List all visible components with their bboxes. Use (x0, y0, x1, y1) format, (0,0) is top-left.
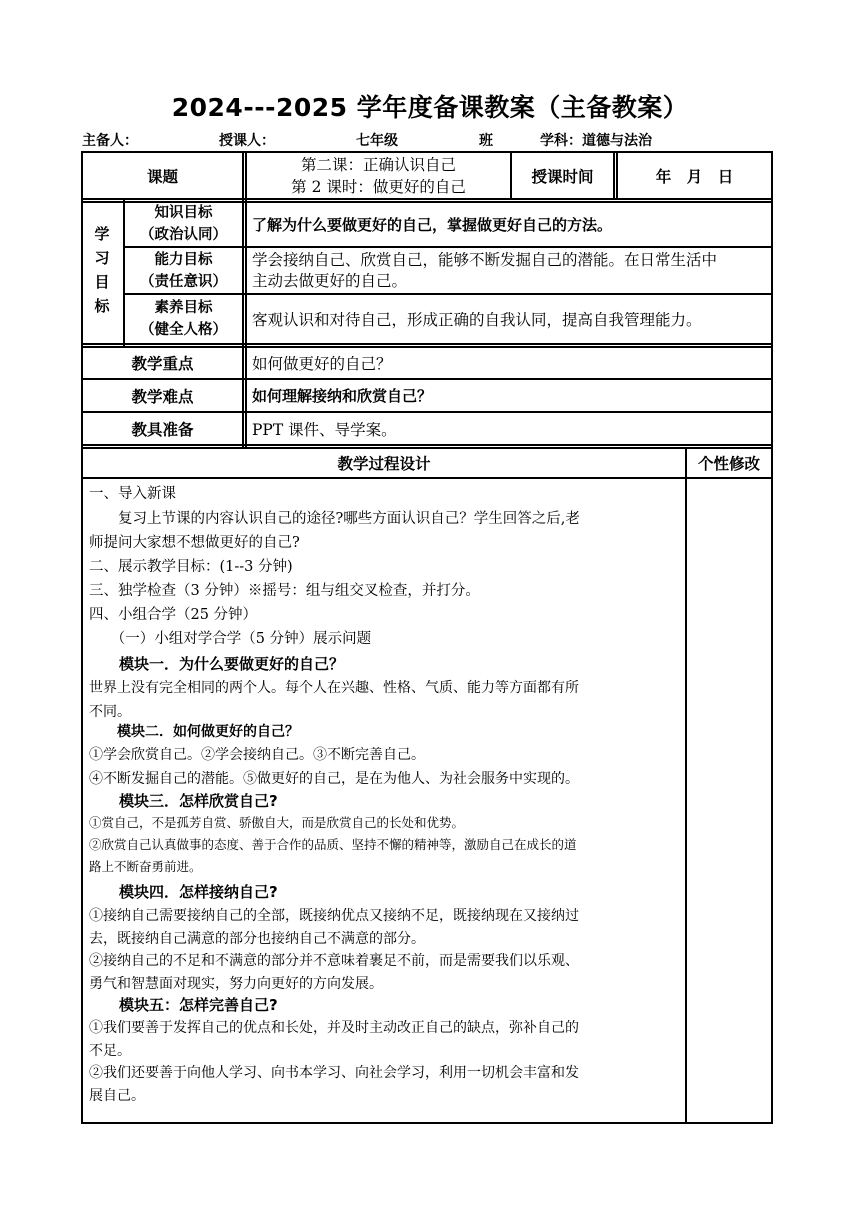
module-1-heading: 模块一．为什么要做更好的自己？ (89, 655, 345, 673)
time-label: 授课时间 (531, 167, 594, 186)
process-line: ①接纳自己需要接纳自己的全部，既接纳优点又接纳不足，既接纳现在又接纳过 (89, 908, 579, 924)
objective-label-line-2: （责任意识） (140, 273, 227, 290)
row-divider (81, 198, 773, 200)
difficulty-label: 教学难点 (131, 387, 194, 406)
process-line: 一、导入新课 (89, 486, 176, 502)
process-line: 路上不断奋勇前进。 (89, 859, 202, 874)
process-line: ②我们还要善于向他人学习、向书本学习、向社会学习，利用一切机会丰富和发 (89, 1065, 579, 1081)
process-line: ①学会欣赏自己。②学会接纳自己。③不断完善自己。 (89, 747, 425, 763)
objective-literacy-label (125, 295, 242, 343)
process-line: 不足。 (89, 1043, 131, 1059)
module-5-heading: 模块五：怎样完善自己? (89, 996, 278, 1014)
row-divider (81, 444, 773, 446)
objective-label-line-1: 能力目标 (154, 251, 213, 268)
objective-label-line-2: （政治认同） (140, 227, 227, 243)
process-line: ②接纳自己的不足和不满意的部分并不意味着裹足不前，而是需要我们以乐观、 (89, 953, 579, 969)
process-line: （一）小组对学合学（5 分钟）展示问题 (89, 631, 372, 647)
row-divider (81, 477, 773, 479)
meta-preparer: 主备人： (82, 133, 138, 149)
meta-lecturer: 授课人： (219, 133, 275, 149)
process-line: ④不断发掘自己的潜能。⑤做更好的自己，是在为他人、为社会服务中实现的。 (89, 771, 579, 787)
module-4-heading: 模块四．怎样接纳自己? (89, 883, 278, 901)
process-line: 世界上没有完全相同的两个人。每个人在兴趣、性格、气质、能力等方面都有所 (89, 680, 579, 696)
tools-value: PPT 课件、导学案。 (252, 420, 397, 439)
module-2-heading: 模块二．如何做更好的自己？ (89, 724, 299, 740)
objective-ability-label (125, 248, 242, 293)
meta-subject: 学科：道德与法治 (540, 133, 652, 149)
objective-label-line-2: （健全人格） (140, 322, 227, 338)
process-line: 展自己。 (89, 1088, 145, 1104)
meta-grade: 七年级 (356, 133, 398, 149)
objective-label-line-1: 知识目标 (154, 205, 213, 221)
objective-knowledge-label (125, 202, 242, 246)
col-divider (613, 151, 615, 199)
topic-value (247, 153, 510, 198)
document-title: 2024---2025 学年度备课教案（主备教案） (171, 93, 689, 122)
process-line: 四、小组合学（25 分钟） (89, 607, 258, 623)
col-divider (242, 151, 244, 447)
objective-label-line-1: 素养目标 (154, 300, 213, 316)
topic-label: 课题 (146, 167, 178, 186)
process-header: 教学过程设计 (337, 455, 431, 473)
process-line: 不同。 (89, 704, 131, 720)
objectives-label-text: 学习目标 (94, 225, 110, 315)
process-line: 复习上节课的内容认识自己的途径?哪些方面认识自己？学生回答之后,老 (89, 511, 580, 527)
objective-value-line-2: 主动去做更好的自己。 (252, 271, 408, 290)
tools-label: 教具准备 (131, 420, 194, 439)
process-line: 师提问大家想不想做更好的自己? (89, 535, 300, 551)
col-divider (685, 447, 687, 1124)
difficulty-value: 如何理解接纳和欣赏自己？ (252, 387, 433, 405)
process-line: 二、展示教学目标：(1--3 分钟) (89, 559, 293, 575)
process-line: ①我们要善于发挥自己的优点和长处，并及时主动改正自己的缺点，弥补自己的 (89, 1020, 579, 1036)
personal-edit-header: 个性修改 (697, 455, 760, 473)
key-point-label: 教学重点 (131, 355, 194, 373)
process-line: 三、独学检查（3 分钟）※摇号：组与组交叉检查，并打分。 (89, 583, 480, 599)
objective-ability-value (252, 248, 770, 293)
process-line: 勇气和智慧面对现实，努力向更好的方向发展。 (89, 976, 383, 992)
process-line: ②欣赏自己认真做事的态度、善于合作的品质、坚持不懈的精神等，激励自己在成长的道 (89, 837, 577, 852)
objective-literacy-value: 客观认识和对待自己，形成正确的自我认同，提高自我管理能力。 (252, 311, 702, 329)
process-line: 去，既接纳自己满意的部分也接纳自己不满意的部分。 (89, 931, 425, 947)
key-point-value: 如何做更好的自己？ (252, 355, 392, 373)
topic-line-1: 第二课：正确认识自己 (300, 155, 456, 174)
objectives-label (88, 222, 116, 318)
module-3-heading: 模块三．怎样欣赏自己? (89, 792, 278, 810)
process-line: ①赏自己，不是孤芳自赏、骄傲自大，而是欣赏自己的长处和优势。 (89, 815, 465, 830)
topic-line-2: 第 2 课时：做更好的自己 (291, 177, 466, 196)
row-divider (81, 343, 773, 345)
time-value: 年 月 日 (655, 167, 734, 186)
objective-knowledge-value: 了解为什么要做更好的自己，掌握做更好自己的方法。 (252, 215, 613, 234)
objective-value-line-1: 学会接纳自己、欣赏自己，能够不断发掘自己的潜能。在日常生活中 (252, 250, 718, 269)
meta-class: 班 (479, 133, 493, 149)
